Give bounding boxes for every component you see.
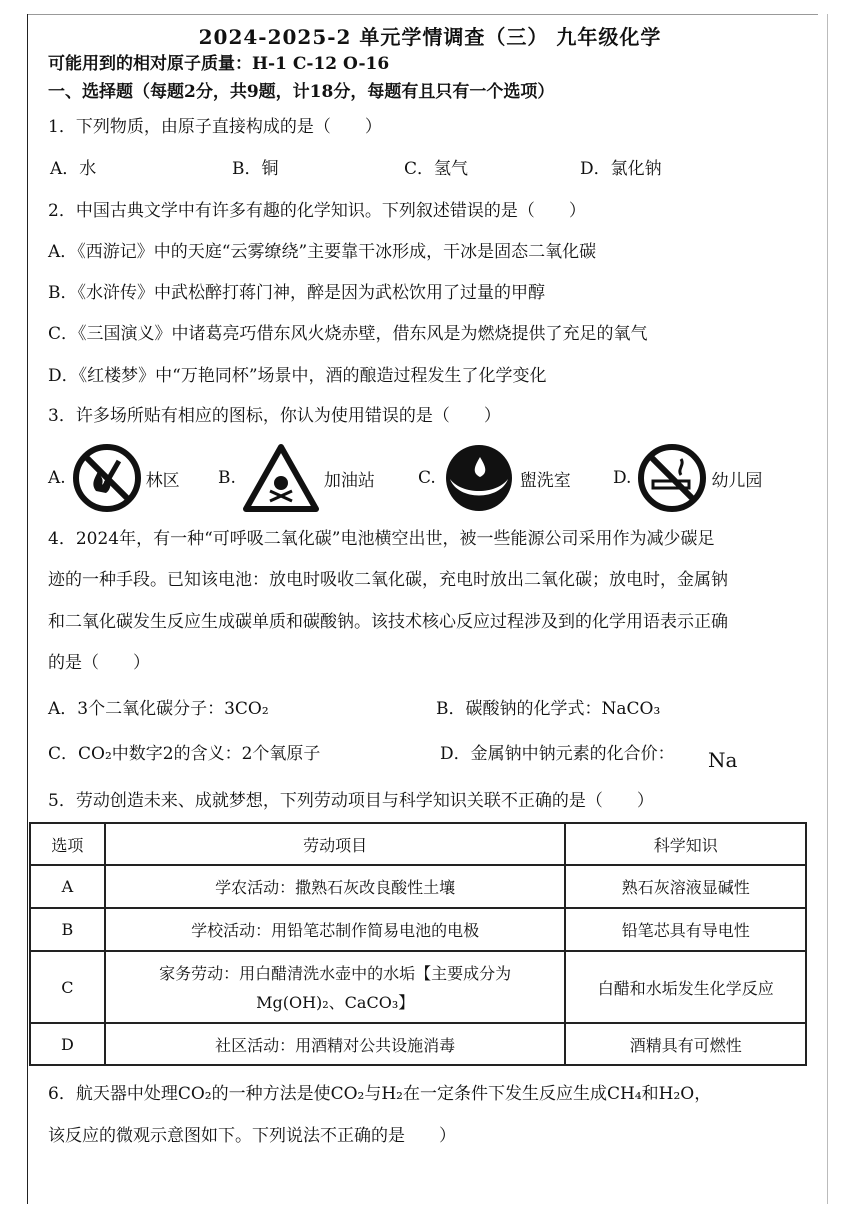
exam-title: 2024-2025-2 单元学情调查（三） 九年级化学: [198, 25, 662, 49]
q2-option-a: A．《西游记》中的天庭“云雾缭绕”主要靠干冰形成，干冰是固态二氧化碳: [48, 242, 597, 262]
row-project: 学校活动：用铅笔芯制作简易电池的电极: [105, 908, 566, 951]
row-option: D: [30, 1023, 105, 1065]
q3-option-a-label: A.: [48, 468, 66, 488]
table-header-option: 选项: [30, 823, 105, 865]
row-knowledge: 铅笔芯具有导电性: [565, 908, 806, 951]
table-row: [30, 951, 806, 1023]
table-header-project: 劳动项目: [105, 823, 566, 865]
q2-stem: 2．中国古典文学中有许多有趣的化学知识。下列叙述错误的是（ ）: [48, 201, 586, 221]
q4-stem-line-2: 迹的一种手段。已知该电池：放电时吸收二氧化碳，充电时放出二氧化碳；放电时，金属钠: [48, 570, 728, 590]
water-saving-icon: [442, 443, 516, 513]
q3-option-b-label: B.: [218, 468, 236, 488]
q1-option-c: C．氢气: [404, 159, 469, 179]
q4-option-d-symbol: Na: [708, 748, 738, 772]
page-top-border: [28, 14, 818, 15]
table-header-row: [30, 823, 806, 865]
row-option: C: [30, 951, 105, 1023]
table-row: [30, 865, 806, 908]
q6-line-2: 该反应的微观示意图如下。下列说法不正确的是 ）: [48, 1126, 456, 1146]
no-fire-icon: [72, 443, 142, 513]
q5-stem: 5．劳动创造未来、成就梦想，下列劳动项目与科学知识关联不正确的是（ ）: [48, 791, 654, 811]
q3-option-d-label: D.: [613, 468, 632, 488]
row-option: B: [30, 908, 105, 951]
q4-stem-line-3: 和二氧化碳发生反应生成碳单质和碳酸钠。该技术核心反应过程涉及到的化学用语表示正确: [48, 612, 728, 632]
row-knowledge: 白醋和水垢发生化学反应: [565, 951, 806, 1023]
row-knowledge: 熟石灰溶液显碱性: [565, 865, 806, 908]
q3-option-c: [418, 443, 571, 513]
row-knowledge: 酒精具有可燃性: [565, 1023, 806, 1065]
q2-option-d: D．《红楼梦》中“万艳同杯”场景中，酒的酿造过程发生了化学变化: [48, 366, 547, 386]
page-right-border: [827, 14, 828, 1204]
q3-option-c-label: C.: [418, 468, 436, 488]
table-row: [30, 908, 806, 951]
q4-stem-line-1: 4．2024年，有一种“可呼吸二氧化碳”电池横空出世，被一些能源公司采用作为减少碳足: [48, 529, 715, 549]
q1-stem: 1．下列物质，由原子直接构成的是（ ）: [48, 117, 382, 137]
q3-option-d-place: 幼儿园: [711, 470, 763, 491]
q4-option-b: B．碳酸钠的化学式：NaCO₃: [436, 699, 661, 719]
q3-signs: [48, 443, 828, 513]
table-header-knowledge: 科学知识: [565, 823, 806, 865]
row-project: 社区活动：用酒精对公共设施消毒: [105, 1023, 566, 1065]
section-heading: 一、选择题（每题2分，共9题，计18分，每题有且只有一个选项）: [48, 82, 555, 102]
q3-option-b: [218, 443, 375, 513]
page-left-border: [27, 14, 28, 1204]
row-project-line-2: Mg(OH)₂、CaCO₃】: [256, 993, 415, 1012]
row-project-line-1: 家务劳动：用白醋清洗水壶中的水垢【主要成分为: [159, 964, 512, 983]
q2-option-b: B．《水浒传》中武松醉打蒋门神，醉是因为武松饮用了过量的甲醇: [48, 283, 545, 303]
q3-option-d: [613, 443, 762, 513]
q4-stem-line-4: 的是（ ）: [48, 653, 150, 673]
q1-option-a: A．水: [50, 159, 97, 179]
q3-stem: 3．许多场所贴有相应的图标，你认为使用错误的是（ ）: [48, 406, 501, 426]
q1-option-d: D．氯化钠: [580, 159, 662, 179]
toxic-warning-icon: [242, 443, 320, 513]
q2-option-c: C．《三国演义》中诸葛亮巧借东风火烧赤壁，借东风是为燃烧提供了充足的氧气: [48, 324, 648, 344]
q4-option-a: A．3个二氧化碳分子：3CO₂: [48, 699, 269, 719]
q3-option-a-place: 林区: [145, 470, 180, 491]
q4-option-c: C．CO₂中数字2的含义：2个氧原子: [48, 744, 321, 764]
row-option: A: [30, 865, 105, 908]
q1-option-b: B．铜: [232, 159, 279, 179]
q4-option-d: D．金属钠中钠元素的化合价：: [440, 744, 675, 764]
q5-table: [29, 822, 807, 1066]
q3-option-b-place: 加油站: [323, 470, 375, 491]
no-smoking-icon: [637, 443, 707, 513]
row-project: 学农活动：撒熟石灰改良酸性土壤: [105, 865, 566, 908]
q3-option-a: [48, 443, 180, 513]
atomic-masses: 可能用到的相对原子质量：H-1 C-12 O-16: [48, 54, 390, 74]
table-row: [30, 1023, 806, 1065]
q3-option-c-place: 盥洗室: [519, 470, 571, 491]
row-project: [105, 951, 566, 1023]
q6-line-1: 6．航天器中处理CO₂的一种方法是使CO₂与H₂在一定条件下发生反应生成CH₄和H₂O，: [48, 1084, 712, 1104]
